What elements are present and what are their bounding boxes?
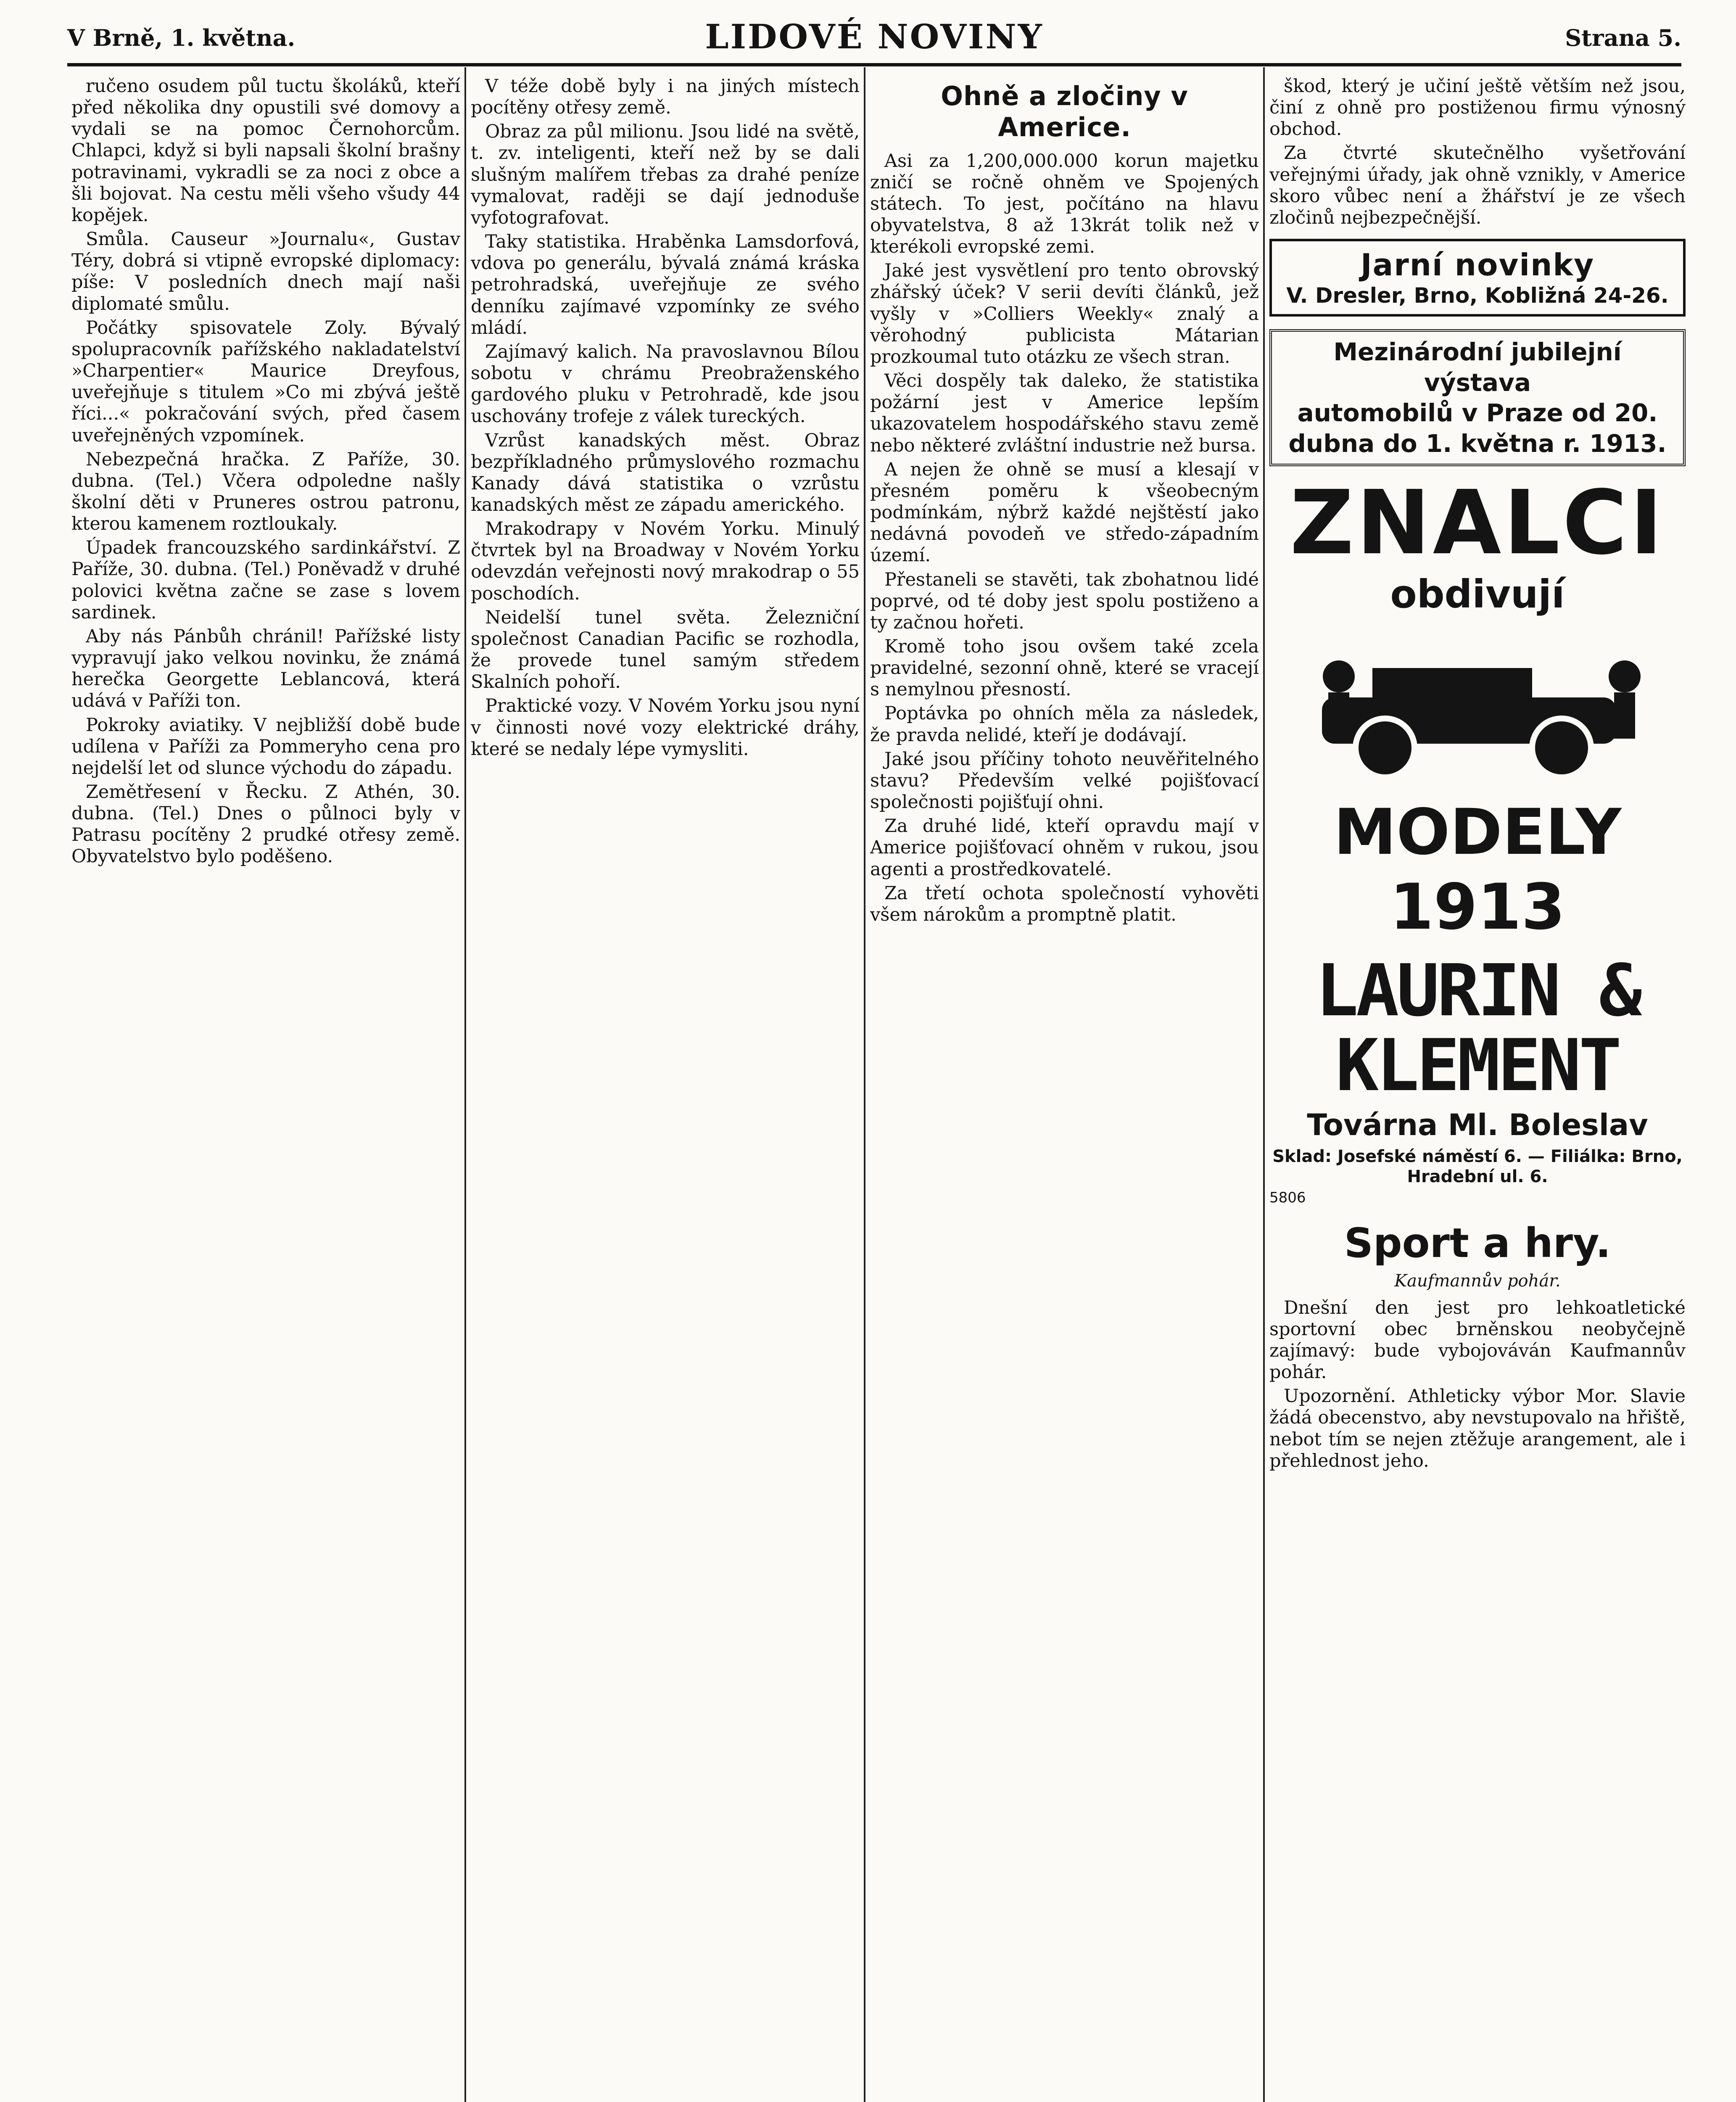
column-1 — [71, 76, 460, 2102]
page-number: Strana 5. — [1565, 24, 1681, 51]
ad-title: Jarní novinky — [1360, 247, 1595, 283]
jarni-novinky-advertisement — [1269, 239, 1686, 317]
masthead-dateline: V Brně, 1. května. — [67, 24, 295, 51]
article-paragraph: Za druhé lidé, kteří opravdu mají v Americe pojišťovací ohněm v rukou, jsou agenti a prostředkovatelé. — [870, 816, 1259, 880]
column-divider — [864, 67, 865, 2102]
article-heading: Ohně a zločiny v Americe. — [941, 81, 1188, 143]
automobile-illustration — [1288, 622, 1667, 782]
ad-line: automobilů v Praze od 20. — [1297, 399, 1658, 428]
column-divider — [1263, 67, 1265, 2102]
ad-subheadline: obdivují — [1390, 572, 1565, 617]
column-divider — [464, 67, 466, 2102]
article-paragraph: Zemětřesení v Řecku. Z Athén, 30. dubna. (Tel.) Dnes o půlnoci byly v Patrasu pocítěny 2 prudké otřesy země. Obyvatelstvo bylo poděšeno. — [71, 782, 460, 867]
ad-factory: Továrna Ml. Boleslav — [1307, 1107, 1648, 1142]
article-paragraph: Za třetí ochota společností vyhověti všem nárokům a promptně platit. — [870, 882, 1259, 925]
article-paragraph: Obraz za půl milionu. Jsou lidé na světě, t. zv. inteligenti, kteří než by se dali slušným malířem třebas za drahé peníze vymalovat, raději se dají jednoduše vyfotografovat. — [471, 121, 860, 228]
ad-address: Sklad: Josefské náměstí 6. — Filiálka: Brno, Hradební ul. 6. — [1272, 1147, 1683, 1186]
sport-subheading: Kaufmannův pohár. — [1394, 1271, 1561, 1291]
article-paragraph: Upozornění. Athleticky výbor Mor. Slavie žádá obecenstvo, aby nevstupovalo na hřiště, nebot tím se nejen ztěžuje arangement, ale i přehlednost jeho. — [1269, 1386, 1686, 1471]
ad-line: Mezinárodní jubilejní výstava — [1333, 338, 1622, 397]
article-paragraph: Aby nás Pánbůh chránil! Pařížské listy vypravují jako velkou novinku, že známá herečka Georgette Leblancová, která udává v Paříži ton. — [71, 626, 460, 712]
article-paragraph: Taky statistika. Hraběnka Lamsdorfová, vdova po generálu, bývalá známá kráska petrohradská, uveřejňuje ze svého denníku zajímavé vzpomínky ze svého mládí. — [471, 231, 860, 338]
article-paragraph: Věci dospěly tak daleko, že statistika požární jest v Americe lepším ukazovatelem hospodářského stavu země nebo některé zvláštní industrie než bursa. — [870, 370, 1259, 456]
laurin-klement-advertisement — [1269, 471, 1686, 1207]
masthead-rule — [67, 63, 1681, 66]
article-paragraph: Jaké jest vysvětlení pro tento obrovský zhářský úček? V serii devíti článků, jež vyšly v »Colliers Weekly« znalý a věrohodný publicista Mátarian prozkoumal tuto otázku ze všech stran. — [870, 260, 1259, 367]
ad-code: 5806 — [1269, 1189, 1306, 1207]
article-paragraph: Poptávka po ohních měla za následek, že pravda nelidé, kteří je dodávají. — [870, 703, 1259, 746]
article-paragraph: Pokroky aviatiky. V nejbližší době bude udílena v Paříži za Pommeryho cena pro nejdelší let od slunce východu do západu. — [71, 714, 460, 779]
article-paragraph: škod, který je učiní ještě větším než jsou, činí z ohně pro postiženou firmu výnosný obchod. — [1269, 76, 1686, 140]
article-paragraph: Za čtvrté skutečnělho vyšetřování veřejnými úřady, jak ohně vznikly, v Americe skoro vůbec není a žhářství je ze všech zločinů nejbezpečnější. — [1269, 143, 1686, 228]
vystava-advertisement — [1269, 329, 1686, 466]
ad-models: MODELY 1913 — [1333, 795, 1622, 944]
article-paragraph: ručeno osudem půl tuctu školáků, kteří před několika dny opustili své domovy a vydali se na pomoc Černohorcům. Chlapci, když si byli napsali školní brašny potravinami, vykradli se za noci z obce a šli bojovat. Na cestu měli všeho všudy 44 kopějek. — [71, 76, 460, 226]
article-paragraph: Praktické vozy. V Novém Yorku jsou nyní v činnosti nové vozy elektrické dráhy, které se nedaly lépe vymysliti. — [471, 695, 860, 760]
sport-heading: Sport a hry. — [1344, 1219, 1611, 1267]
article-paragraph: Asi za 1,200,000.000 korun majetku zničí se ročně ohněm ve Spojených státech. To jest, počítáno na hlavu obyvatelstva, 8 až 13krát tolik než v kterékoli evropské zemi. — [870, 150, 1259, 258]
column-4 — [1269, 76, 1686, 2102]
article-paragraph: Nebezpečná hračka. Z Paříže, 30. dubna. (Tel.) Včera odpoledne našly školní děti v Pruneres ostrou patronu, kterou kamenem roztloukaly. — [71, 449, 460, 535]
article-paragraph: Jaké jsou příčiny tohoto neuvěřitelného stavu? Především velké pojišťovací společnosti pojišťují ohni. — [870, 748, 1259, 813]
article-paragraph: Počátky spisovatele Zoly. Bývalý spolupracovník pařížského nakladatelství »Charpentier« Maurice Dreyfous, uveřejňuje s titulem »Co mi zbývá ještě říci...« pokračování svých, před časem uveřejněných vzpomínek. — [71, 317, 460, 446]
article-paragraph: A nejen že ohně se musí a klesají v přesném poměru k všeobecným podmínkám, nýbrž každé nejštěstí jako nedávná povodeň ve středo-západním území. — [870, 459, 1259, 566]
ad-address: V. Dresler, Brno, Kobližná 24-26. — [1286, 283, 1669, 308]
masthead — [67, 17, 1681, 63]
article-paragraph: V téže době byly i na jiných místech pocítěny otřesy země. — [471, 76, 860, 119]
article-paragraph: Zajímavý kalich. Na pravoslavnou Bílou sobotu v chrámu Preobraženského gardového pluku v Petrohradě, kde jsou uschovány trofeje z válek tureckých. — [471, 341, 860, 427]
ad-brand: LAURIN & KLEMENT — [1315, 949, 1640, 1108]
ad-line: dubna do 1. května r. 1913. — [1288, 429, 1667, 458]
article-paragraph: Kromě toho jsou ovšem také zcela pravidelné, sezonní ohně, které se vracejí s nemylnou přesností. — [870, 636, 1259, 700]
column-2 — [471, 76, 860, 2102]
article-paragraph: Neidelší tunel světa. Železniční společnost Canadian Pacific se rozhodla, že provede tunel samým středem Skalních pohoří. — [471, 607, 860, 693]
article-paragraph: Vzrůst kanadských měst. Obraz bezpříkladného průmyslového rozmachu Kanady dává statistika o vzrůstu kanadských měst ze západu amerického. — [471, 430, 860, 515]
article-paragraph: Úpadek francouzského sardinkářství. Z Paříže, 30. dubna. (Tel.) Poněvadž v druhé polovici května začne se zase s lovem sardinek. — [71, 537, 460, 623]
article-paragraph: Dnešní den jest pro lehkoatletické sportovní obec brněnskou neobyčejně zajímavý: bude vybojováván Kaufmannův pohár. — [1269, 1297, 1686, 1383]
article-paragraph: Přestaneli se stavěti, tak zbohatnou lidé poprvé, od té doby jest spolu postiženo a ty začnou hořeti. — [870, 569, 1259, 633]
article-paragraph: Mrakodrapy v Novém Yorku. Minulý čtvrtek byl na Broadway v Novém Yorku odevzdán veřejnosti nový mrakodrap o 55 poschodích. — [471, 518, 860, 604]
newspaper-title: LIDOVÉ NOVINY — [705, 17, 1044, 56]
column-3 — [870, 76, 1259, 2102]
ad-headline: ZNALCI — [1290, 471, 1665, 575]
article-paragraph: Smůla. Causeur »Journalu«, Gustav Téry, dobrá si vtipně evropské diplomacy: píše: V posledních dnech mají naši diplomaté smůlu. — [71, 229, 460, 314]
